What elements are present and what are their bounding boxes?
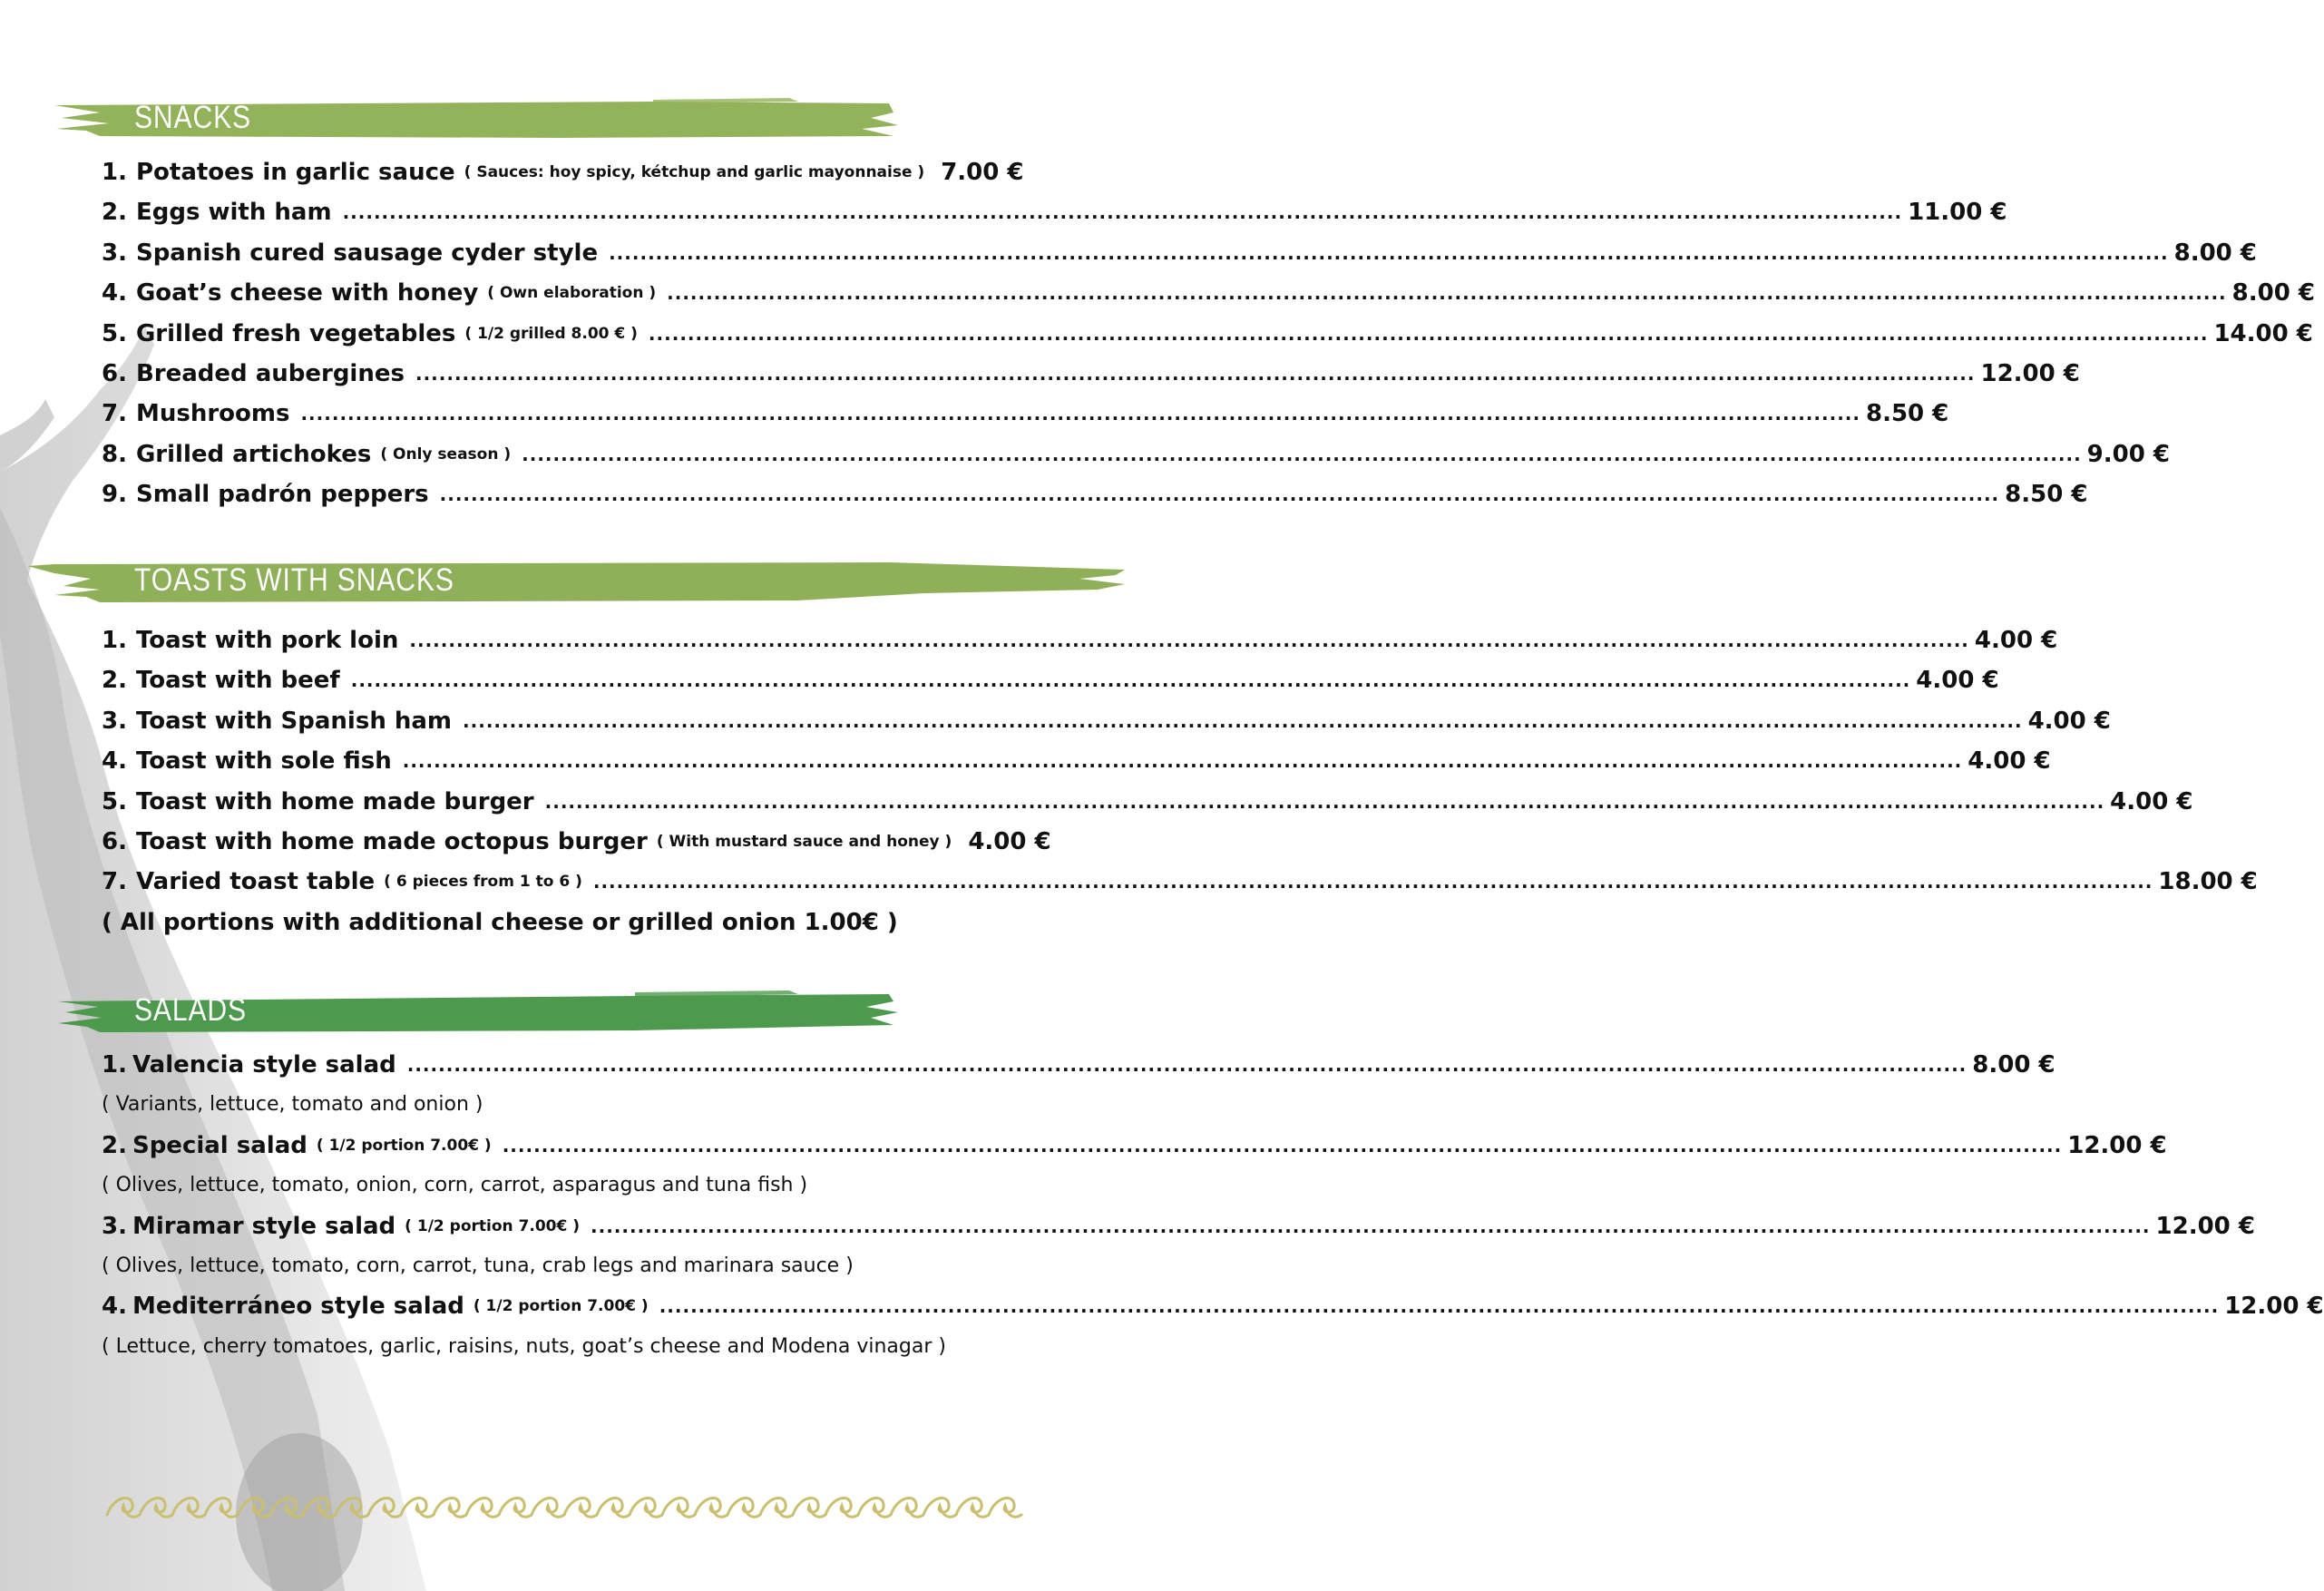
- dot-leader: ........................................................................................................................................................................................................: [300, 403, 1860, 425]
- item-price: 7.00 €: [941, 159, 1024, 186]
- menu-item: [102, 1045, 2055, 1085]
- item-name: Breaded aubergines: [135, 359, 405, 387]
- menu-item: [102, 192, 2007, 232]
- menu-item: [102, 1286, 2324, 1326]
- item-description: ( Variants, lettuce, tomato and onion ): [102, 1093, 483, 1117]
- menu-item: [102, 273, 2315, 313]
- item-name: Toast with home made octopus burger: [135, 827, 648, 855]
- item-name: Toast with pork loin: [135, 627, 399, 654]
- dot-leader: ........................................................................................................................................................................................................: [592, 871, 2153, 893]
- item-price: 4.00 €: [968, 827, 1051, 855]
- item-price: 4.00 €: [2110, 787, 2193, 815]
- dot-leader: ........................................................................................................................................................................................................: [609, 241, 2169, 264]
- item-number: 3.: [102, 239, 127, 267]
- item-number: 4.: [102, 1293, 127, 1321]
- dot-leader: ........................................................................................................................................................................................................: [409, 630, 1969, 651]
- item-price: 18.00 €: [2158, 868, 2258, 896]
- dot-leader: ........................................................................................................................................................................................................: [415, 362, 1976, 385]
- dot-leader: ........................................................................................................................................................................................................: [648, 322, 2209, 345]
- item-price: 12.00 €: [2155, 1212, 2255, 1240]
- item-number: 5.: [102, 787, 127, 815]
- wave-border-ornament: [107, 1488, 1023, 1528]
- menu-item: [102, 314, 2313, 354]
- menu-item: [102, 822, 1051, 862]
- menu-item: [102, 474, 2088, 514]
- item-name: Mushrooms: [135, 400, 290, 428]
- dot-leader: ........................................................................................................................................................................................................: [659, 1295, 2220, 1318]
- dot-leader: ........................................................................................................................................................................................................: [502, 1134, 2063, 1157]
- item-number: 9.: [102, 481, 127, 509]
- item-price: 8.50 €: [2005, 481, 2088, 509]
- item-note: ( 6 pieces from 1 to 6 ): [384, 873, 582, 892]
- item-name: Grilled fresh vegetables: [135, 319, 456, 347]
- salads-list: [102, 1045, 2324, 1367]
- item-number: 1.: [102, 1051, 127, 1079]
- wave-path: [107, 1498, 1021, 1518]
- item-name: Small padrón peppers: [135, 481, 429, 509]
- item-price: 4.00 €: [1974, 627, 2058, 654]
- menu-item: [102, 701, 2111, 741]
- item-name: Potatoes in garlic sauce: [135, 159, 455, 186]
- item-note: ( 1/2 portion 7.00€ ): [316, 1136, 492, 1155]
- item-number: 4.: [102, 279, 127, 307]
- item-number: 2.: [102, 199, 127, 227]
- menu-item: [102, 152, 1023, 192]
- item-price: 14.00 €: [2213, 319, 2313, 347]
- menu-item: [102, 620, 2058, 660]
- dot-leader: ........................................................................................................................................................................................................: [350, 669, 1911, 692]
- item-name: Special salad: [132, 1131, 308, 1159]
- item-price: 11.00 €: [1908, 199, 2007, 227]
- item-name: Grilled artichokes: [135, 440, 372, 468]
- menu-item: [102, 354, 2080, 394]
- dot-leader: ........................................................................................................................................................................................................: [439, 483, 2000, 506]
- section-title-salads: SALADS: [134, 992, 247, 1028]
- dot-leader: ........................................................................................................................................................................................................: [406, 1054, 1968, 1076]
- item-price: 8.00 €: [2231, 279, 2315, 307]
- menu-item: [102, 1126, 2167, 1166]
- dot-leader: ........................................................................................................................................................................................................: [544, 790, 2105, 813]
- item-number: 4.: [102, 747, 127, 776]
- section-title-snacks: SNACKS: [134, 100, 251, 135]
- item-name: Miramar style salad: [132, 1212, 396, 1240]
- dot-leader: ........................................................................................................................................................................................................: [522, 443, 2082, 465]
- item-price: 4.00 €: [1916, 667, 1999, 695]
- item-name: Valencia style salad: [132, 1051, 396, 1079]
- menu-item: [102, 394, 1949, 434]
- item-note: ( Sauces: hoy spicy, kétchup and garlic mayonnaise ): [464, 163, 925, 181]
- item-number: 7.: [102, 868, 127, 896]
- dot-leader: ........................................................................................................................................................................................................: [342, 201, 1903, 224]
- menu-item: [102, 233, 2257, 273]
- item-number: 6.: [102, 827, 127, 855]
- section-title-toasts: TOASTS WITH SNACKS: [134, 562, 454, 598]
- dot-leader: ........................................................................................................................................................................................................: [463, 709, 2023, 732]
- toasts-footnote: ( All portions with additional cheese or grilled onion 1.00€ ): [102, 908, 898, 936]
- item-name: Goat’s cheese with honey: [135, 279, 479, 307]
- dot-leader: ........................................................................................................................................................................................................: [591, 1215, 2151, 1237]
- item-number: 7.: [102, 400, 127, 428]
- dot-leader: ........................................................................................................................................................................................................: [667, 282, 2227, 305]
- item-price: 9.00 €: [2086, 440, 2170, 468]
- item-number: 2.: [102, 667, 127, 695]
- item-note: ( Own elaboration ): [487, 284, 657, 303]
- item-note: ( 1/2 portion 7.00€ ): [473, 1297, 649, 1316]
- item-description: ( Olives, lettuce, tomato, onion, corn, carrot, asparagus and tuna fish ): [102, 1174, 808, 1197]
- item-number: 6.: [102, 359, 127, 387]
- item-note: ( Only season ): [380, 444, 512, 464]
- item-price: 12.00 €: [2067, 1131, 2167, 1159]
- item-price: 8.00 €: [2173, 239, 2257, 267]
- item-name: Spanish cured sausage cyder style: [135, 239, 599, 267]
- snacks-list: [102, 152, 2315, 515]
- menu-item: [102, 782, 2193, 822]
- item-price: 8.00 €: [1972, 1051, 2055, 1079]
- item-price: 4.00 €: [2027, 707, 2111, 735]
- item-description: ( Lettuce, cherry tomatoes, garlic, raisins, nuts, goat’s cheese and Modena vinagar ): [102, 1334, 946, 1358]
- item-number: 3.: [102, 1212, 127, 1240]
- item-number: 3.: [102, 707, 127, 735]
- item-name: Toast with home made burger: [135, 787, 534, 815]
- item-name: Toast with sole fish: [135, 747, 392, 776]
- item-note: ( 1/2 grilled 8.00 € ): [464, 324, 638, 343]
- item-number: 1.: [102, 627, 127, 654]
- item-price: 8.50 €: [1865, 400, 1949, 428]
- toasts-list: [102, 620, 2258, 942]
- item-number: 1.: [102, 159, 127, 186]
- menu-item: [102, 434, 2170, 474]
- item-name: Toast with beef: [135, 667, 340, 695]
- menu-item: [102, 741, 2051, 781]
- menu-item: [102, 862, 2258, 902]
- menu-item: [102, 660, 1999, 700]
- item-description: ( Olives, lettuce, tomato, corn, carrot, tuna, crab legs and marinara sauce ): [102, 1254, 854, 1277]
- item-name: Mediterráneo style salad: [132, 1293, 464, 1321]
- item-name: Eggs with ham: [135, 199, 332, 227]
- item-number: 8.: [102, 440, 127, 468]
- dot-leader: ........................................................................................................................................................................................................: [402, 750, 1963, 773]
- item-number: 2.: [102, 1131, 127, 1159]
- item-price: 12.00 €: [1980, 359, 2080, 387]
- item-name: Varied toast table: [135, 868, 376, 896]
- item-note: ( 1/2 portion 7.00€ ): [405, 1216, 580, 1235]
- item-name: Toast with Spanish ham: [135, 707, 453, 735]
- item-number: 5.: [102, 319, 127, 347]
- item-note: ( With mustard sauce and honey ): [656, 832, 952, 851]
- item-price: 12.00 €: [2224, 1293, 2324, 1321]
- item-price: 4.00 €: [1968, 747, 2051, 776]
- menu-item: [102, 1206, 2255, 1246]
